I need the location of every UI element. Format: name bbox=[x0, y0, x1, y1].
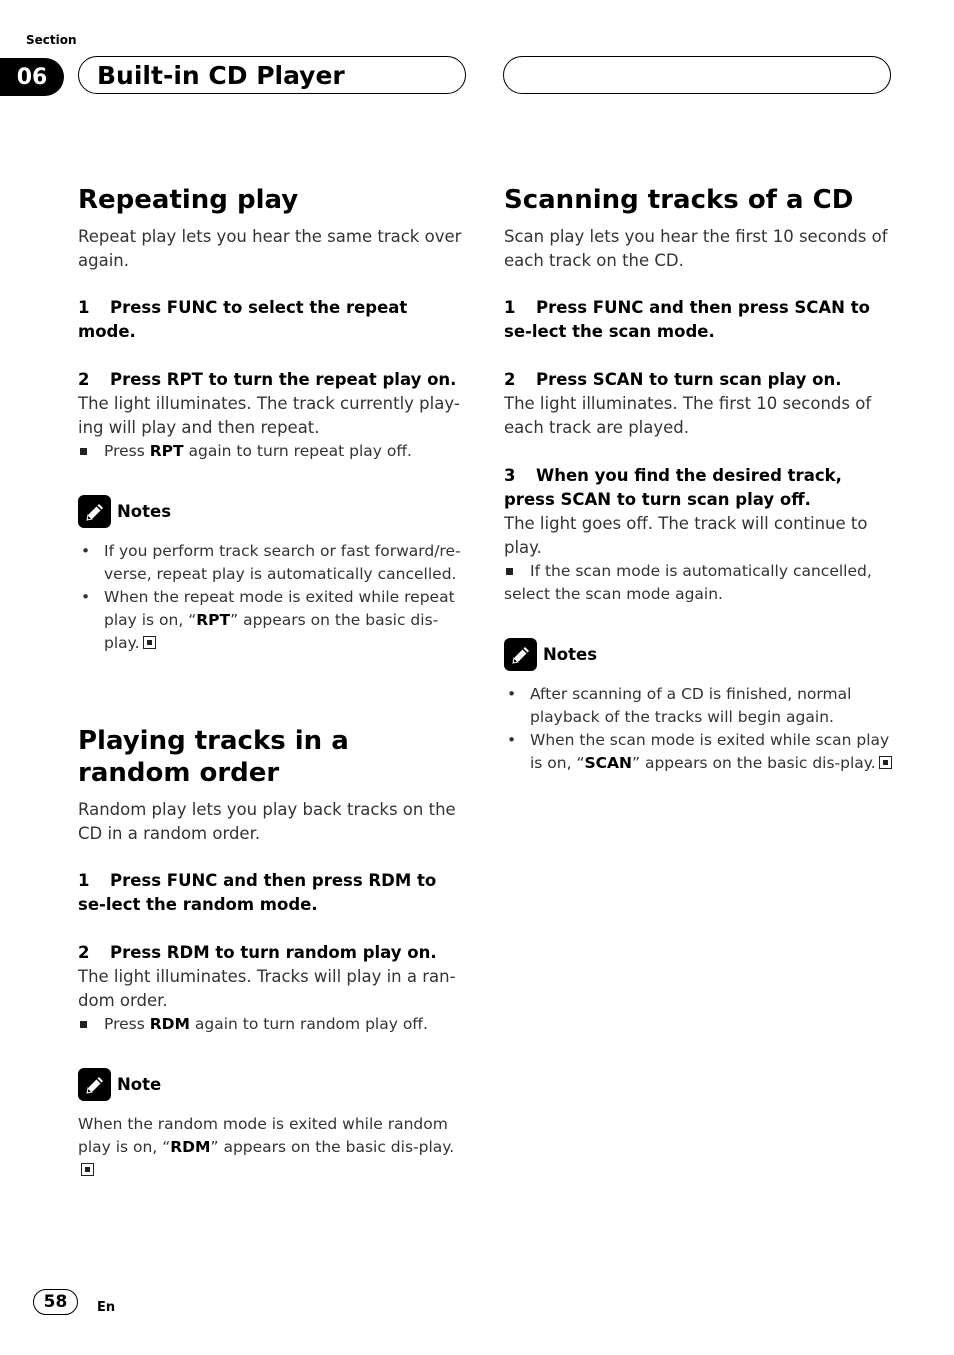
step-number: 2 bbox=[78, 370, 90, 389]
end-mark-icon bbox=[879, 756, 892, 769]
list-item: • After scanning of a CD is finished, normal playback of the tracks will begin again. bbox=[507, 685, 852, 726]
random-intro: Random play lets you play back tracks on the CD in a random order. bbox=[78, 800, 456, 843]
step-number: 3 bbox=[504, 466, 516, 485]
step-number: 2 bbox=[504, 370, 516, 389]
random-note-header bbox=[78, 1068, 466, 1101]
scan-section bbox=[504, 184, 892, 775]
left-column bbox=[78, 184, 466, 1182]
random-section bbox=[78, 725, 466, 1182]
right-column bbox=[504, 184, 892, 775]
square-bullet-icon bbox=[506, 568, 513, 575]
repeat-step-2-description: The light illuminates. The track currently play-ing will play and then repeat. bbox=[78, 394, 460, 437]
step-number: 1 bbox=[504, 298, 516, 317]
repeat-section bbox=[78, 184, 466, 655]
repeat-tip: Press RPT again to turn repeat play off. bbox=[78, 440, 466, 463]
scan-step-3-description: The light goes off. The track will continue to play. bbox=[504, 514, 868, 557]
scan-step-1 bbox=[504, 296, 892, 344]
random-note-text: When the random mode is exited while random play is on, “RDM” appears on the basic dis-play. bbox=[78, 1113, 466, 1182]
rpt-key: RPT bbox=[149, 442, 184, 460]
step-number: 1 bbox=[78, 871, 90, 890]
step-number: 2 bbox=[78, 943, 90, 962]
repeat-step-2 bbox=[78, 368, 466, 392]
random-step-2 bbox=[78, 941, 466, 965]
scan-step-2 bbox=[504, 368, 892, 392]
list-item: • If you perform track search or fast forward/re-verse, repeat play is automatically cancelled. bbox=[81, 542, 461, 583]
section-label: Section bbox=[26, 33, 77, 47]
repeat-notes-header bbox=[78, 495, 466, 528]
scan-notes-header bbox=[504, 638, 892, 671]
repeat-step-1 bbox=[78, 296, 466, 344]
random-step-1 bbox=[78, 869, 466, 917]
rdm-key: RDM bbox=[149, 1015, 190, 1033]
step-text: Press FUNC and then press RDM to se-lect the random mode. bbox=[78, 871, 437, 914]
pencil-icon bbox=[78, 495, 111, 528]
section-number-badge: 06 bbox=[0, 58, 64, 96]
notes-title: Notes bbox=[543, 645, 598, 664]
square-bullet-icon bbox=[80, 448, 87, 455]
random-heading: Playing tracks in a random order bbox=[78, 726, 349, 788]
notes-title: Notes bbox=[117, 502, 172, 521]
page-number: 58 bbox=[33, 1289, 78, 1315]
step-text: Press FUNC to select the repeat mode. bbox=[78, 298, 408, 341]
repeat-intro: Repeat play lets you hear the same track over again. bbox=[78, 227, 462, 270]
header-empty-frame bbox=[503, 56, 891, 94]
scan-tip: If the scan mode is automatically cancelled, select the scan mode again. bbox=[504, 562, 872, 603]
random-tip: Press RDM again to turn random play off. bbox=[78, 1013, 466, 1036]
step-text: When you find the desired track, press SCAN to turn scan play off. bbox=[504, 466, 842, 509]
repeat-heading: Repeating play bbox=[78, 185, 299, 215]
end-mark-icon bbox=[81, 1163, 94, 1176]
scan-notes-list bbox=[504, 683, 892, 775]
step-text: Press FUNC and then press SCAN to se-lect the scan mode. bbox=[504, 298, 870, 341]
step-text: Press RDM to turn random play on. bbox=[110, 943, 437, 962]
scan-intro: Scan play lets you hear the first 10 seconds of each track on the CD. bbox=[504, 227, 888, 270]
list-item: • When the scan mode is exited while scan play is on, “SCAN” appears on the basic dis-play. bbox=[504, 729, 892, 775]
scan-step-3 bbox=[504, 464, 892, 512]
list-item: • When the repeat mode is exited while repeat play is on, “RPT” appears on the basic dis-play. bbox=[81, 588, 455, 652]
step-number: 1 bbox=[78, 298, 90, 317]
language-code: En bbox=[97, 1300, 116, 1315]
pencil-icon bbox=[78, 1068, 111, 1101]
step-text: Press RPT to turn the repeat play on. bbox=[110, 370, 457, 389]
pencil-icon bbox=[504, 638, 537, 671]
note-title: Note bbox=[117, 1075, 162, 1094]
page-title: Built-in CD Player bbox=[97, 61, 345, 90]
scan-heading: Scanning tracks of a CD bbox=[504, 185, 854, 215]
square-bullet-icon bbox=[80, 1021, 87, 1028]
end-mark-icon bbox=[143, 636, 156, 649]
random-step-2-description: The light illuminates. Tracks will play in a ran-dom order. bbox=[78, 967, 456, 1010]
repeat-notes-list bbox=[78, 540, 466, 655]
step-text: Press SCAN to turn scan play on. bbox=[536, 370, 842, 389]
scan-step-2-description: The light illuminates. The first 10 seconds of each track are played. bbox=[504, 394, 872, 437]
